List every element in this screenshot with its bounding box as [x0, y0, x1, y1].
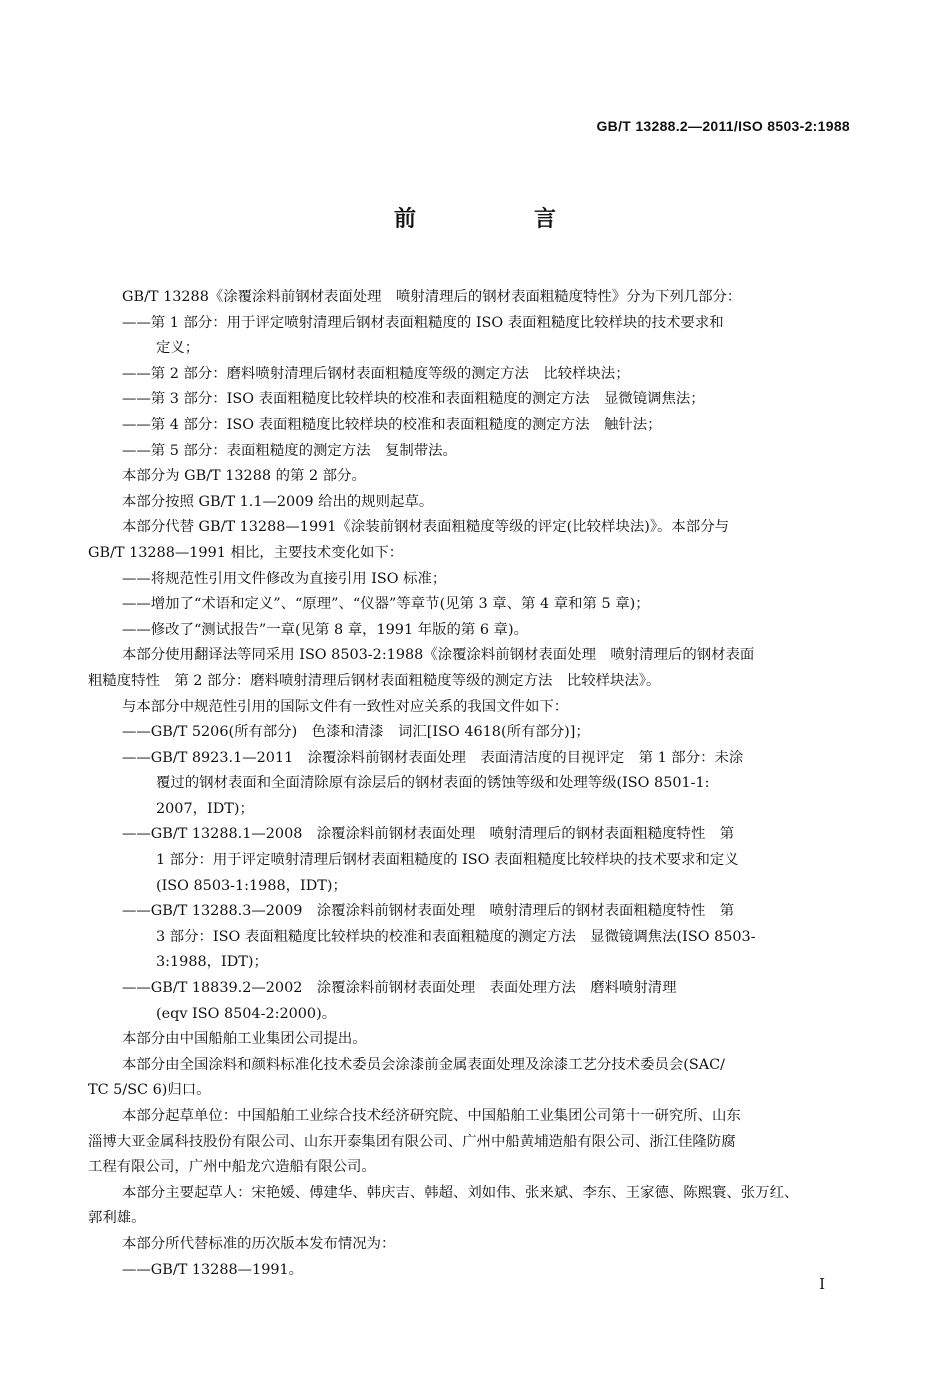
text-line: (eqv ISO 8504-2:2000)。	[156, 1005, 337, 1022]
text-line: (ISO 8503-1:1988，IDT)；	[156, 877, 347, 894]
text-line: ——GB/T 13288.3—2009 涂覆涂料前钢材表面处理 喷射清理后的钢材表面粗糙度特性 第	[122, 903, 735, 920]
text-line: 本部分主要起草人：宋艳媛、傅建华、韩庆吉、韩超、刘如伟、张来斌、李东、王家德、陈熙寰、张万红、	[122, 1184, 799, 1201]
text-line: 本部分代替 GB/T 13288—1991《涂装前钢材表面粗糙度等级的评定(比较样块法)》。本部分与	[122, 519, 729, 536]
text-line: 本部分所代替标准的历次版本发布情况为：	[122, 1235, 396, 1252]
text-line: ——增加了“术语和定义”、“原理”、“仪器”等章节(见第 3 章、第 4 章和第 5 章)；	[122, 596, 650, 613]
text-line: ——GB/T 8923.1—2011 涂覆涂料前钢材表面处理 表面清洁度的目视评定 第 1 部分：未涂	[122, 749, 744, 766]
text-line: 本部分为 GB/T 13288 的第 2 部分。	[122, 468, 366, 485]
text-line: 本部分起草单位：中国船舶工业综合技术经济研究院、中国船舶工业集团公司第十一研究所、山东	[122, 1108, 741, 1124]
text-line: TC 5/SC 6)归口。	[88, 1082, 211, 1099]
text-line: 本部分由全国涂料和颜料标准化技术委员会涂漆前金属表面处理及涂漆工艺分技术委员会(SAC/	[122, 1056, 725, 1073]
text-line: ——GB/T 5206(所有部分) 色漆和清漆 词汇[ISO 4618(所有部分)]；	[122, 724, 590, 741]
text-line: 本部分由中国船舶工业集团公司提出。	[122, 1031, 367, 1048]
page-number: I	[819, 1275, 825, 1293]
text-line: ——第 2 部分：磨料喷射清理后钢材表面粗糙度等级的测定方法 比较样块法；	[122, 365, 630, 382]
text-line: ——GB/T 13288.1—2008 涂覆涂料前钢材表面处理 喷射清理后的钢材表面粗糙度特性 第	[122, 826, 735, 843]
text-line: 2007，IDT)；	[156, 800, 254, 817]
preface-body	[88, 285, 850, 1283]
text-line: 工程有限公司，广州中船龙穴造船有限公司。	[88, 1159, 376, 1176]
text-line: ——第 3 部分：ISO 表面粗糙度比较样块的校准和表面粗糙度的测定方法 显微镜调焦法；	[122, 391, 705, 408]
text-line: ——第 1 部分：用于评定喷射清理后钢材表面粗糙度的 ISO 表面粗糙度比较样块的技术要求和	[122, 314, 724, 331]
text-line: 3:1988，IDT)；	[156, 954, 268, 971]
text-line: GB/T 13288《涂覆涂料前钢材表面处理 喷射清理后的钢材表面粗糙度特性》分为下列几部分：	[122, 289, 742, 305]
text-line: GB/T 13288—1991 相比，主要技术变化如下：	[88, 544, 404, 561]
text-line: 本部分按照 GB/T 1.1—2009 给出的规则起草。	[122, 493, 434, 510]
text-line: ——将规范性引用文件修改为直接引用 ISO 标准；	[122, 570, 447, 587]
text-line: 本部分使用翻译法等同采用 ISO 8503-2:1988《涂覆涂料前钢材表面处理 喷射清理后的钢材表面	[122, 647, 755, 664]
text-line: ——修改了“测试报告”一章(见第 8 章，1991 年版的第 6 章)。	[122, 621, 528, 638]
text-line: 3 部分：ISO 表面粗糙度比较样块的校准和表面粗糙度的测定方法 显微镜调焦法(ISO 8503-	[156, 928, 756, 945]
text-line: 郭利雄。	[88, 1210, 146, 1227]
text-line: 粗糙度特性 第 2 部分：磨料喷射清理后钢材表面粗糙度等级的测定方法 比较样块法》。	[88, 672, 661, 689]
text-line: 定义；	[156, 340, 200, 357]
page-title: 前 言	[393, 207, 604, 232]
standard-code-header: GB/T 13288.2—2011/ISO 8503-2:1988	[596, 118, 850, 134]
text-line: 1 部分：用于评定喷射清理后钢材表面粗糙度的 ISO 表面粗糙度比较样块的技术要求和定义	[156, 852, 739, 869]
text-line: 与本部分中规范性引用的国际文件有一致性对应关系的我国文件如下：	[122, 698, 569, 715]
text-line: ——第 5 部分：表面粗糙度的测定方法 复制带法。	[122, 442, 457, 459]
text-line: ——第 4 部分：ISO 表面粗糙度比较样块的校准和表面粗糙度的测定方法 触针法；	[122, 416, 662, 433]
text-line: ——GB/T 18839.2—2002 涂覆涂料前钢材表面处理 表面处理方法 磨料喷射清理	[122, 980, 677, 997]
text-line: ——GB/T 13288—1991。	[122, 1261, 304, 1278]
text-line: 覆过的钢材表面和全面清除原有涂层后的钢材表面的锈蚀等级和处理等级(ISO 8501-1:	[156, 775, 710, 792]
text-line: 淄博大亚金属科技股份有限公司、山东开泰集团有限公司、广州中船黄埔造船有限公司、浙江佳隆防腐	[88, 1133, 736, 1150]
